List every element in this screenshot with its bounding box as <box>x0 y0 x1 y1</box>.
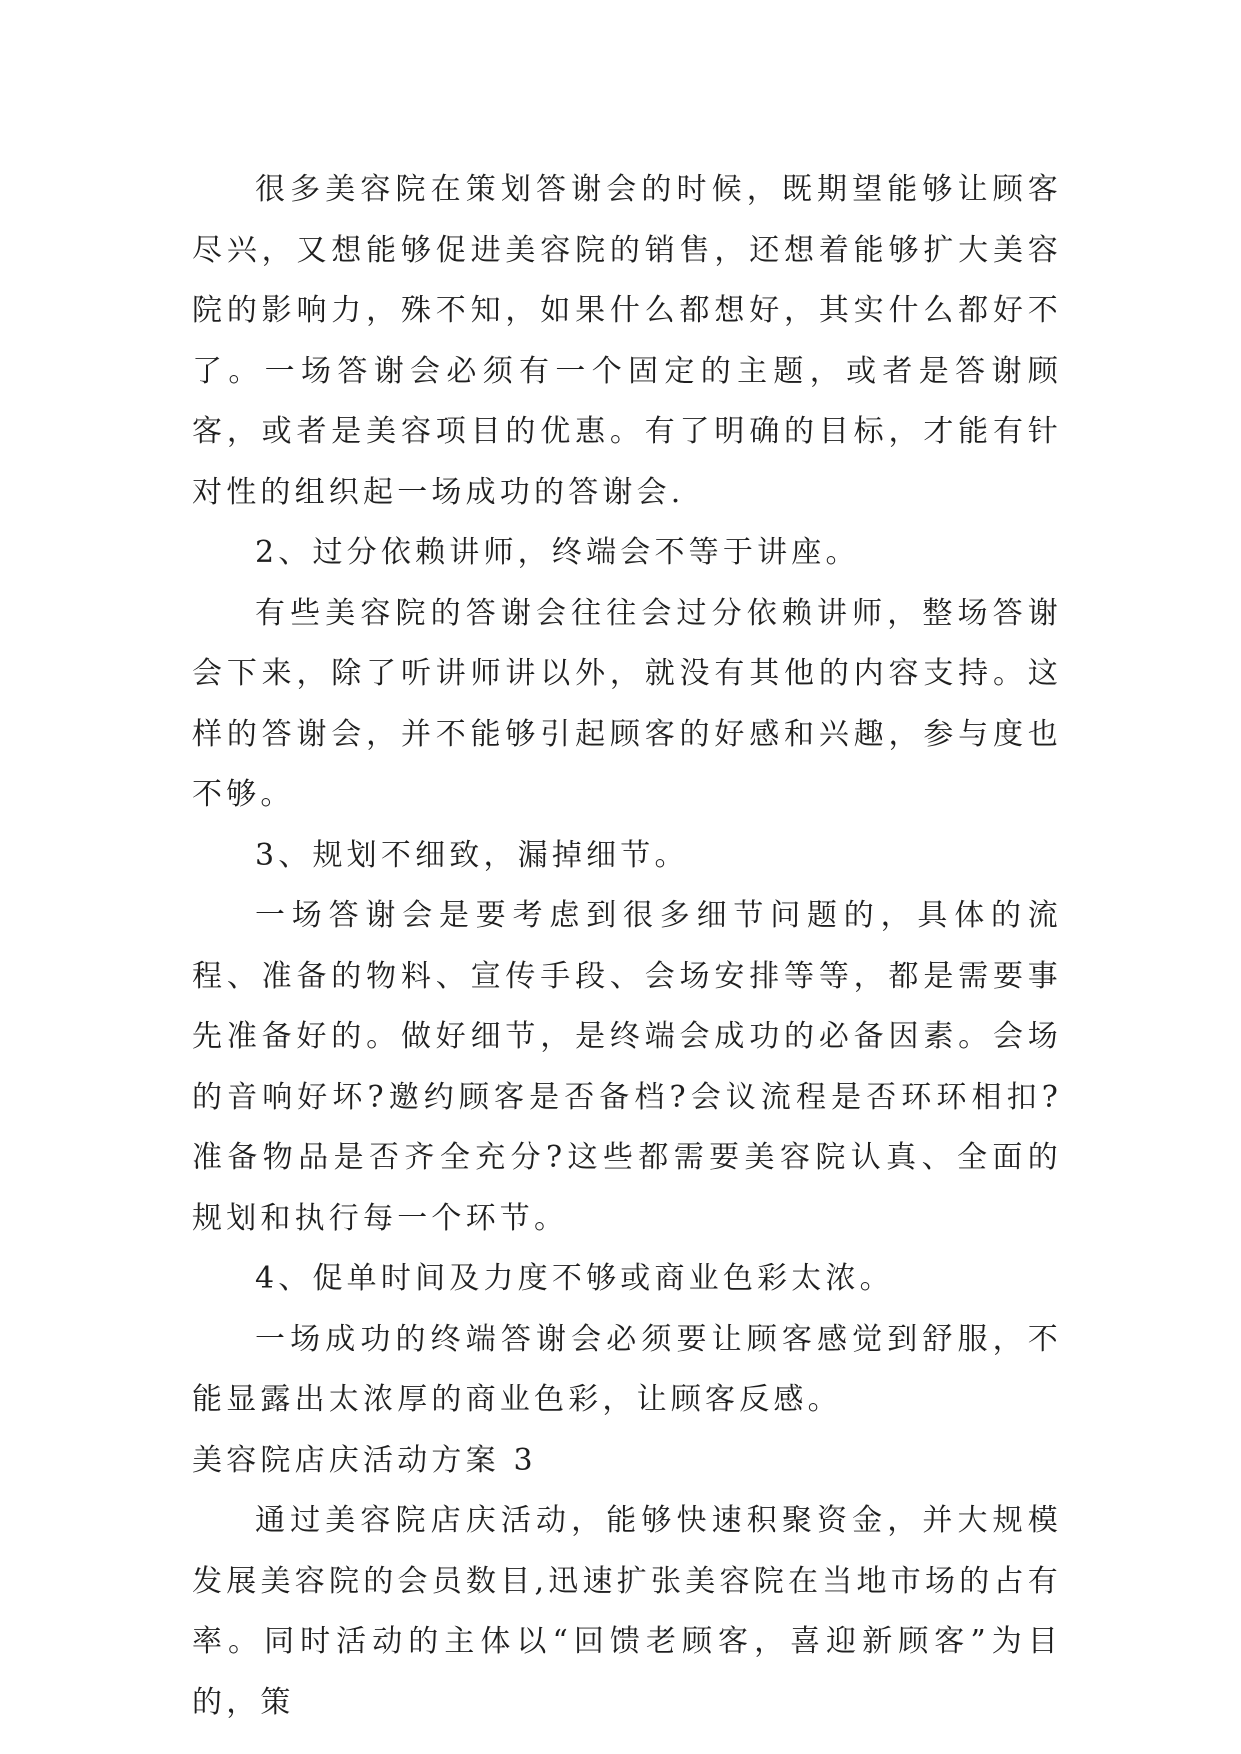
paragraph-point-3: 3、规划不细致，漏掉细节。 <box>255 837 689 873</box>
paragraph-point-2: 2、过分依赖讲师，终端会不等于讲座。 <box>255 535 860 570</box>
paragraph-intro: 很多美容院在策划答谢会的时候，既期望能够让顾客尽兴，又想能够促进美容院的销售，还想着能够扩大美容院的影响力，殊不知，如果什么都想好，其实什么都好不了。一场答谢会必须有一个固定的主题，或者是答谢顾客，或者是美容项目的优惠。有了明确的目标，才能有针对性的组织起一场成功的答谢会. <box>192 172 1062 510</box>
paragraph-point-4-detail: 一场成功的终端答谢会必须要让顾客感觉到舒服，不能显露出太浓厚的商业色彩，让顾客反感。 <box>192 1321 1062 1417</box>
paragraph-point-3-detail: 一场答谢会是要考虑到很多细节问题的，具体的流程、准备的物料、宣传手段、会场安排等等，都是需要事先准备好的。做好细节，是终端会成功的必备因素。会场的音响好坏?邀约顾客是否备档?会议流程是否环环相扣?准备物品是否齐全充分?这些都需要美容院认真、全面的规划和执行每一个环节。 <box>192 898 1062 1236</box>
paragraph-section-intro: 通过美容院店庆活动，能够快速积聚资金，并大规模发展美容院的会员数目,迅速扩张美容院在当地市场的占有率。同时活动的主体以“回馈老顾客，喜迎新顾客”为目的，策 <box>192 1503 1062 1720</box>
document-body <box>192 160 1062 1733</box>
paragraph-point-4: 4、促单时间及力度不够或商业色彩太浓。 <box>255 1261 894 1296</box>
section-heading: 美容院店庆活动方案 3 <box>192 1442 537 1478</box>
paragraph-point-2-detail: 有些美容院的答谢会往往会过分依赖讲师，整场答谢会下来，除了听讲师讲以外，就没有其他的内容支持。这样的答谢会，并不能够引起顾客的好感和兴趣，参与度也不够。 <box>192 595 1062 812</box>
